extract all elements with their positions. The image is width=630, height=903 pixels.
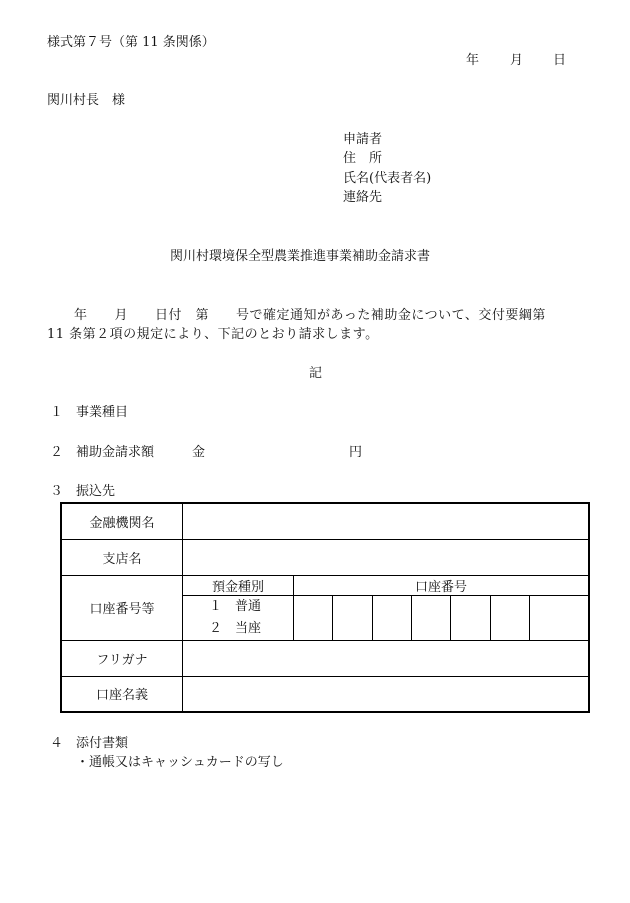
addressee: 関川村長 様	[47, 93, 126, 108]
furigana-field[interactable]	[183, 640, 590, 676]
body-text-line2: 11 条第２項の規定により、下記のとおり請求します。	[47, 327, 379, 342]
item-3-number: ３	[50, 484, 64, 499]
account-digit-cell[interactable]	[451, 595, 490, 640]
item-1-label: 事業種目	[76, 405, 129, 420]
bank-name-label: 金融機関名	[61, 503, 183, 539]
deposit-option-ordinary[interactable]: １ 普通	[209, 598, 262, 614]
deposit-type-options[interactable]	[183, 595, 294, 640]
ki-heading: 記	[309, 366, 323, 381]
bank-transfer-table	[60, 502, 590, 713]
deposit-type-header: 預金種別	[183, 575, 294, 595]
item-3-label: 振込先	[76, 484, 116, 499]
account-digit-cell[interactable]	[411, 595, 450, 640]
body-text-line1: 年 月 日付 第 号で確定通知があった補助金について、交付要綱第	[74, 308, 546, 323]
applicant-label: 申請者	[343, 132, 383, 147]
furigana-label: フリガナ	[61, 640, 183, 676]
account-digit-cell[interactable]	[294, 595, 333, 640]
account-digit-cell[interactable]	[333, 595, 372, 640]
date-day: 日	[553, 53, 567, 68]
account-digit-cell[interactable]	[529, 595, 589, 640]
amount-kin: 金	[192, 445, 206, 460]
amount-yen: 円	[349, 445, 363, 460]
account-digit-cell[interactable]	[490, 595, 529, 640]
document-title: 関川村環境保全型農業推進事業補助金請求書	[170, 249, 431, 264]
account-holder-field[interactable]	[183, 676, 590, 712]
account-digit-cell[interactable]	[372, 595, 411, 640]
account-holder-label: 口座名義	[61, 676, 183, 712]
attachment-note: ・通帳又はキャッシュカードの写し	[76, 755, 284, 770]
name-label: 氏名(代表者名)	[343, 171, 432, 186]
branch-field[interactable]	[183, 539, 590, 575]
item-4-number: ４	[50, 736, 64, 751]
item-4-label: 添付書類	[76, 736, 129, 751]
deposit-option-checking[interactable]: ２ 当座	[209, 620, 262, 636]
date-month: 月	[510, 53, 524, 68]
bank-name-field[interactable]	[183, 503, 590, 539]
item-1-number: １	[50, 405, 64, 420]
branch-label: 支店名	[61, 539, 183, 575]
date-year: 年	[466, 53, 480, 68]
account-info-label: 口座番号等	[61, 575, 183, 640]
address-label: 住 所	[343, 151, 383, 166]
contact-label: 連絡先	[343, 190, 383, 205]
form-number: 様式第７号（第 11 条関係）	[47, 35, 215, 50]
item-2-number: ２	[50, 445, 64, 460]
account-number-header: 口座番号	[294, 575, 590, 595]
item-2-label: 補助金請求額	[76, 445, 155, 460]
